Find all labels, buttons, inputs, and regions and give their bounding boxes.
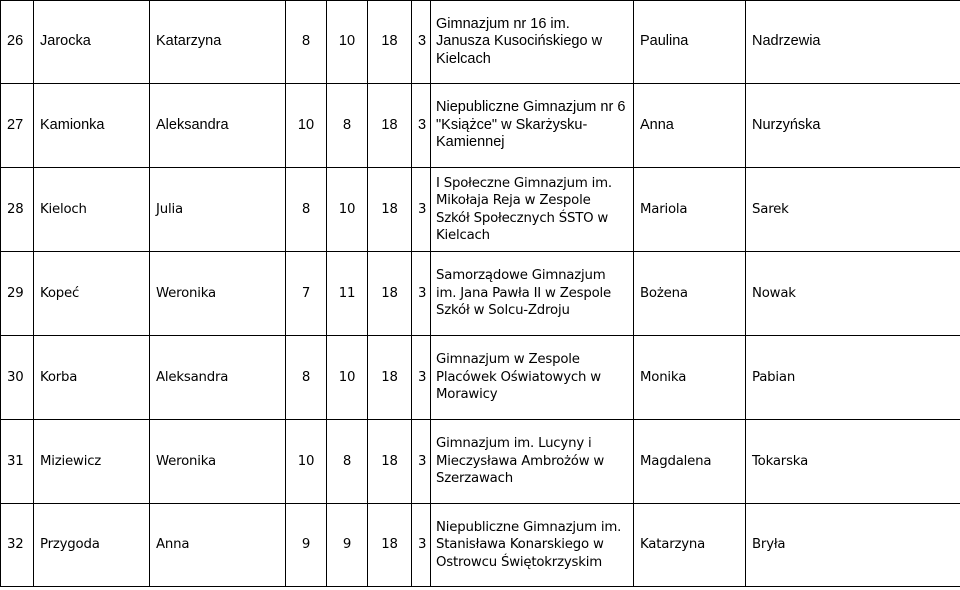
student-surname: Kopeć <box>34 252 150 336</box>
teacher-last-name: Nurzyńska <box>746 84 960 168</box>
points-part-2: 8 <box>327 84 368 168</box>
teacher-last-name: Nadrzewia <box>746 1 960 84</box>
student-surname: Jarocka <box>34 1 150 84</box>
school-name: Gimnazjum w Zespole Placówek Oświatowych w Morawicy <box>431 336 634 420</box>
student-name: Aleksandra <box>150 336 286 420</box>
grade: 3 <box>412 168 431 252</box>
table-row <box>1 84 960 168</box>
teacher-first-name: Anna <box>634 84 746 168</box>
student-surname: Kieloch <box>34 168 150 252</box>
grade: 3 <box>412 84 431 168</box>
points-part-2: 10 <box>327 168 368 252</box>
student-name: Anna <box>150 504 286 587</box>
table-row <box>1 252 960 336</box>
teacher-last-name: Tokarska <box>746 420 960 504</box>
teacher-last-name: Pabian <box>746 336 960 420</box>
row-number: 32 <box>1 504 34 587</box>
grade: 3 <box>412 336 431 420</box>
points-total: 18 <box>368 1 412 84</box>
student-name: Julia <box>150 168 286 252</box>
school-name: Samorządowe Gimnazjum im. Jana Pawła II w Zespole Szkół w Solcu-Zdroju <box>431 252 634 336</box>
student-surname: Przygoda <box>34 504 150 587</box>
teacher-last-name: Nowak <box>746 252 960 336</box>
teacher-first-name: Paulina <box>634 1 746 84</box>
points-total: 18 <box>368 168 412 252</box>
row-number: 30 <box>1 336 34 420</box>
points-total: 18 <box>368 420 412 504</box>
grade: 3 <box>412 252 431 336</box>
points-part-1: 10 <box>286 84 327 168</box>
school-name: Niepubliczne Gimnazjum nr 6 "Książce" w Skarżysku-Kamiennej <box>431 84 634 168</box>
points-part-1: 8 <box>286 336 327 420</box>
points-total: 18 <box>368 504 412 587</box>
table-row <box>1 504 960 587</box>
teacher-first-name: Mariola <box>634 168 746 252</box>
table-row <box>1 1 960 84</box>
points-part-2: 9 <box>327 504 368 587</box>
row-number: 31 <box>1 420 34 504</box>
student-name: Katarzyna <box>150 1 286 84</box>
table-row <box>1 420 960 504</box>
row-number: 27 <box>1 84 34 168</box>
student-name: Weronika <box>150 252 286 336</box>
points-part-2: 10 <box>327 336 368 420</box>
student-name: Weronika <box>150 420 286 504</box>
teacher-first-name: Magdalena <box>634 420 746 504</box>
grade: 3 <box>412 1 431 84</box>
points-part-1: 8 <box>286 1 327 84</box>
points-part-1: 8 <box>286 168 327 252</box>
points-part-2: 10 <box>327 1 368 84</box>
grade: 3 <box>412 420 431 504</box>
row-number: 29 <box>1 252 34 336</box>
table-row <box>1 168 960 252</box>
school-name: Gimnazjum nr 16 im. Janusza Kusocińskiego w Kielcach <box>431 1 634 84</box>
teacher-first-name: Monika <box>634 336 746 420</box>
teacher-last-name: Sarek <box>746 168 960 252</box>
points-part-2: 11 <box>327 252 368 336</box>
points-total: 18 <box>368 252 412 336</box>
table-row <box>1 336 960 420</box>
points-part-1: 7 <box>286 252 327 336</box>
school-name: Niepubliczne Gimnazjum im. Stanisława Konarskiego w Ostrowcu Świętokrzyskim <box>431 504 634 587</box>
student-surname: Miziewicz <box>34 420 150 504</box>
student-surname: Kamionka <box>34 84 150 168</box>
row-number: 28 <box>1 168 34 252</box>
points-total: 18 <box>368 336 412 420</box>
points-part-2: 8 <box>327 420 368 504</box>
school-name: Gimnazjum im. Lucyny i Mieczysława Ambrożów w Szerzawach <box>431 420 634 504</box>
points-total: 18 <box>368 84 412 168</box>
points-part-1: 9 <box>286 504 327 587</box>
teacher-first-name: Bożena <box>634 252 746 336</box>
teacher-first-name: Katarzyna <box>634 504 746 587</box>
teacher-last-name: Bryła <box>746 504 960 587</box>
student-surname: Korba <box>34 336 150 420</box>
school-name: I Społeczne Gimnazjum im. Mikołaja Reja w Zespole Szkół Społecznych ŚSTO w Kielcach <box>431 168 634 252</box>
points-part-1: 10 <box>286 420 327 504</box>
grade: 3 <box>412 504 431 587</box>
student-name: Aleksandra <box>150 84 286 168</box>
row-number: 26 <box>1 1 34 84</box>
